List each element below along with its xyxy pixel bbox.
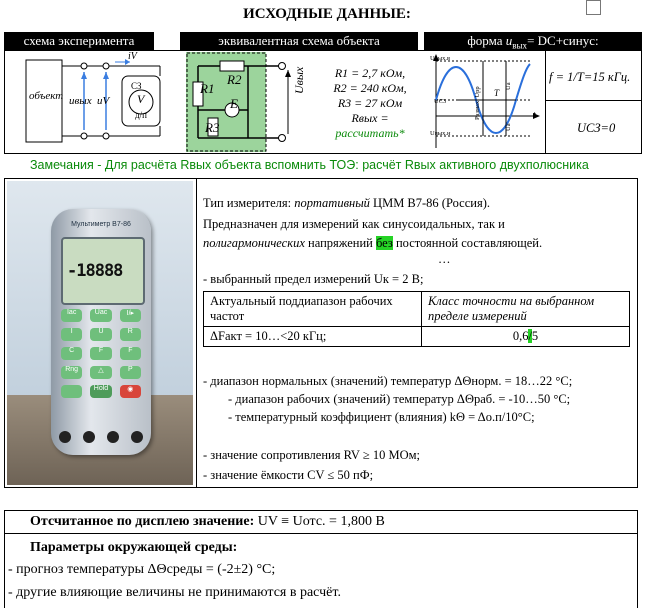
purpose-end: постоянной составляющей. bbox=[392, 236, 543, 250]
key-u[interactable]: U bbox=[90, 328, 111, 341]
divider bbox=[545, 100, 642, 101]
resistance-line: - значение сопротивления RV ≥ 10 МОм; bbox=[203, 448, 420, 462]
divider bbox=[545, 50, 546, 154]
r3-label: R3 bbox=[205, 120, 220, 135]
t-axis-label: t bbox=[533, 110, 536, 121]
u-out-eq-label: Uвых bbox=[292, 66, 306, 94]
key-c[interactable]: C bbox=[61, 347, 82, 360]
reading-line bbox=[30, 514, 385, 530]
jack-icon bbox=[59, 431, 71, 443]
temp-work-line: - диапазон рабочих (значений) температур ΔΘраб. = -10…50 °С; bbox=[228, 392, 571, 406]
u-out-label: uвых bbox=[69, 95, 92, 107]
ucz-text: UСЗ=0 bbox=[577, 121, 616, 135]
divider bbox=[4, 533, 638, 534]
sz-label: СЗ bbox=[131, 81, 142, 91]
u-min-label: Uвых.н bbox=[430, 130, 451, 137]
e-label: E bbox=[230, 96, 238, 111]
type-italic: портативный bbox=[294, 196, 370, 210]
device-display bbox=[61, 237, 145, 305]
params-block bbox=[322, 66, 418, 141]
type-suffix: ЦММ В7-86 (Россия). bbox=[369, 196, 490, 210]
key-iac[interactable]: Iac bbox=[61, 309, 82, 322]
param-rout: Rвых = bbox=[351, 111, 389, 125]
period-label: T bbox=[494, 88, 500, 98]
range-line: - выбранный предел измерений Uк = 2 В; bbox=[203, 272, 424, 286]
r2-label: R2 bbox=[227, 72, 242, 87]
header-equivalent: эквивалентная схема объекта bbox=[180, 32, 418, 50]
temp-norm-line: - диапазон нормальных (значений) температур ΔΘнорм. = 18…22 °С; bbox=[203, 374, 573, 388]
purpose-highlight: без bbox=[375, 236, 393, 250]
header-form bbox=[424, 32, 642, 50]
i-v-label: iV bbox=[128, 51, 137, 62]
checkbox[interactable] bbox=[586, 0, 601, 15]
env-other: - другие влияющие величины не принимаются в расчёт. bbox=[8, 585, 341, 600]
purpose-italic: полигармонических bbox=[203, 236, 305, 250]
class-b: 5 bbox=[531, 329, 539, 343]
key-diode[interactable]: I/▸ bbox=[120, 309, 141, 322]
reading-label: Отсчитанное по дисплею значение: bbox=[30, 514, 255, 529]
u-max-label: Uвых.в bbox=[430, 55, 451, 62]
type-prefix: Тип измерителя: bbox=[203, 196, 295, 210]
razmah-label: Размах, Uрр bbox=[474, 86, 481, 120]
header-form-sub: вых bbox=[512, 40, 528, 51]
header-scheme: схема эксперимента bbox=[4, 32, 154, 50]
purpose-line-2 bbox=[203, 236, 542, 251]
capacitance-line: - значение ёмкости CV ≤ 50 пФ; bbox=[203, 468, 374, 482]
device-jacks bbox=[59, 431, 143, 443]
key-p[interactable]: P bbox=[120, 366, 141, 379]
purpose-mid: напряжений bbox=[304, 236, 376, 250]
temp-coef-line: - температурный коэффициент (влияния) kΘ = Δо.п/10°С; bbox=[228, 410, 535, 424]
note-text: Замечания - Для расчёта Rвых объекта вспомнить ТОЭ: расчёт Rвых активного двухполюсника bbox=[30, 158, 589, 172]
table-cell-freq: ΔFакт = 10…<20 кГц; bbox=[204, 327, 422, 347]
page-title: ИСХОДНЫЕ ДАННЫЕ: bbox=[243, 6, 411, 22]
param-r3: R3 = 27 кОм bbox=[337, 96, 403, 110]
table-cell-class bbox=[422, 327, 630, 347]
device-keypad bbox=[61, 309, 141, 398]
device-brand: Мультиметр В7-86 bbox=[71, 221, 131, 228]
param-r1: R1 = 2,7 кОм, bbox=[334, 66, 406, 80]
reading-value: UV ≡ Uотс. = 1,800 В bbox=[254, 514, 385, 529]
divider bbox=[196, 178, 197, 488]
key-f2[interactable]: F bbox=[120, 347, 141, 360]
jack-icon bbox=[107, 431, 119, 443]
dp-label: д/п bbox=[135, 110, 147, 120]
device-photo bbox=[7, 181, 193, 485]
key-rng[interactable]: Rng bbox=[61, 366, 82, 379]
key-i[interactable]: I bbox=[61, 328, 82, 341]
jack-icon bbox=[131, 431, 143, 443]
purpose-line-1: Предназначен для измерений как синусоидальных, так и bbox=[203, 217, 505, 231]
key-power[interactable]: ◉ bbox=[120, 385, 141, 398]
key-blank[interactable] bbox=[61, 385, 82, 398]
equivalent-scheme-diagram bbox=[186, 52, 296, 152]
table-header-2: Класс точности на выбранном пределе измерений bbox=[422, 292, 630, 327]
device-body bbox=[51, 209, 151, 455]
object-label: объект bbox=[29, 90, 64, 102]
param-calc: рассчитать* bbox=[335, 126, 405, 140]
key-hold[interactable]: Hold bbox=[90, 385, 111, 398]
u-c-label: UС3 bbox=[434, 98, 447, 105]
env-title: Параметры окружающей среды: bbox=[30, 540, 238, 555]
u-v-label: uV bbox=[97, 95, 110, 107]
param-r2: R2 = 240 кОм, bbox=[333, 81, 407, 95]
ua-label: Uа bbox=[505, 82, 512, 90]
header-form-prefix: форма bbox=[467, 33, 506, 48]
key-r[interactable]: R bbox=[120, 328, 141, 341]
header-form-suffix: = DC+синус: bbox=[527, 33, 599, 48]
key-delta[interactable]: △ bbox=[90, 366, 111, 379]
header-form-u: u bbox=[505, 33, 513, 48]
ub-label: Uа bbox=[505, 123, 512, 131]
key-f[interactable]: F bbox=[90, 347, 111, 360]
accuracy-table bbox=[203, 291, 630, 347]
key-uac[interactable]: Uac bbox=[90, 309, 111, 322]
device-label: V bbox=[137, 92, 145, 106]
env-temp: - прогноз температуры ΔΘсреды = (-2±2) °С; bbox=[8, 562, 276, 577]
class-a: 0,6 bbox=[512, 329, 529, 343]
device-display-value: -18888 bbox=[67, 261, 123, 281]
frequency-text: f = 1/T=15 кГц. bbox=[549, 70, 631, 84]
experiment-scheme-diagram bbox=[12, 52, 172, 152]
ellipsis: … bbox=[438, 252, 451, 266]
type-line bbox=[203, 196, 490, 211]
class-slash: / bbox=[528, 329, 532, 343]
r1-label: R1 bbox=[200, 81, 215, 96]
jack-icon bbox=[83, 431, 95, 443]
table-header-1: Актуальный поддиапазон рабочих частот bbox=[204, 292, 422, 327]
